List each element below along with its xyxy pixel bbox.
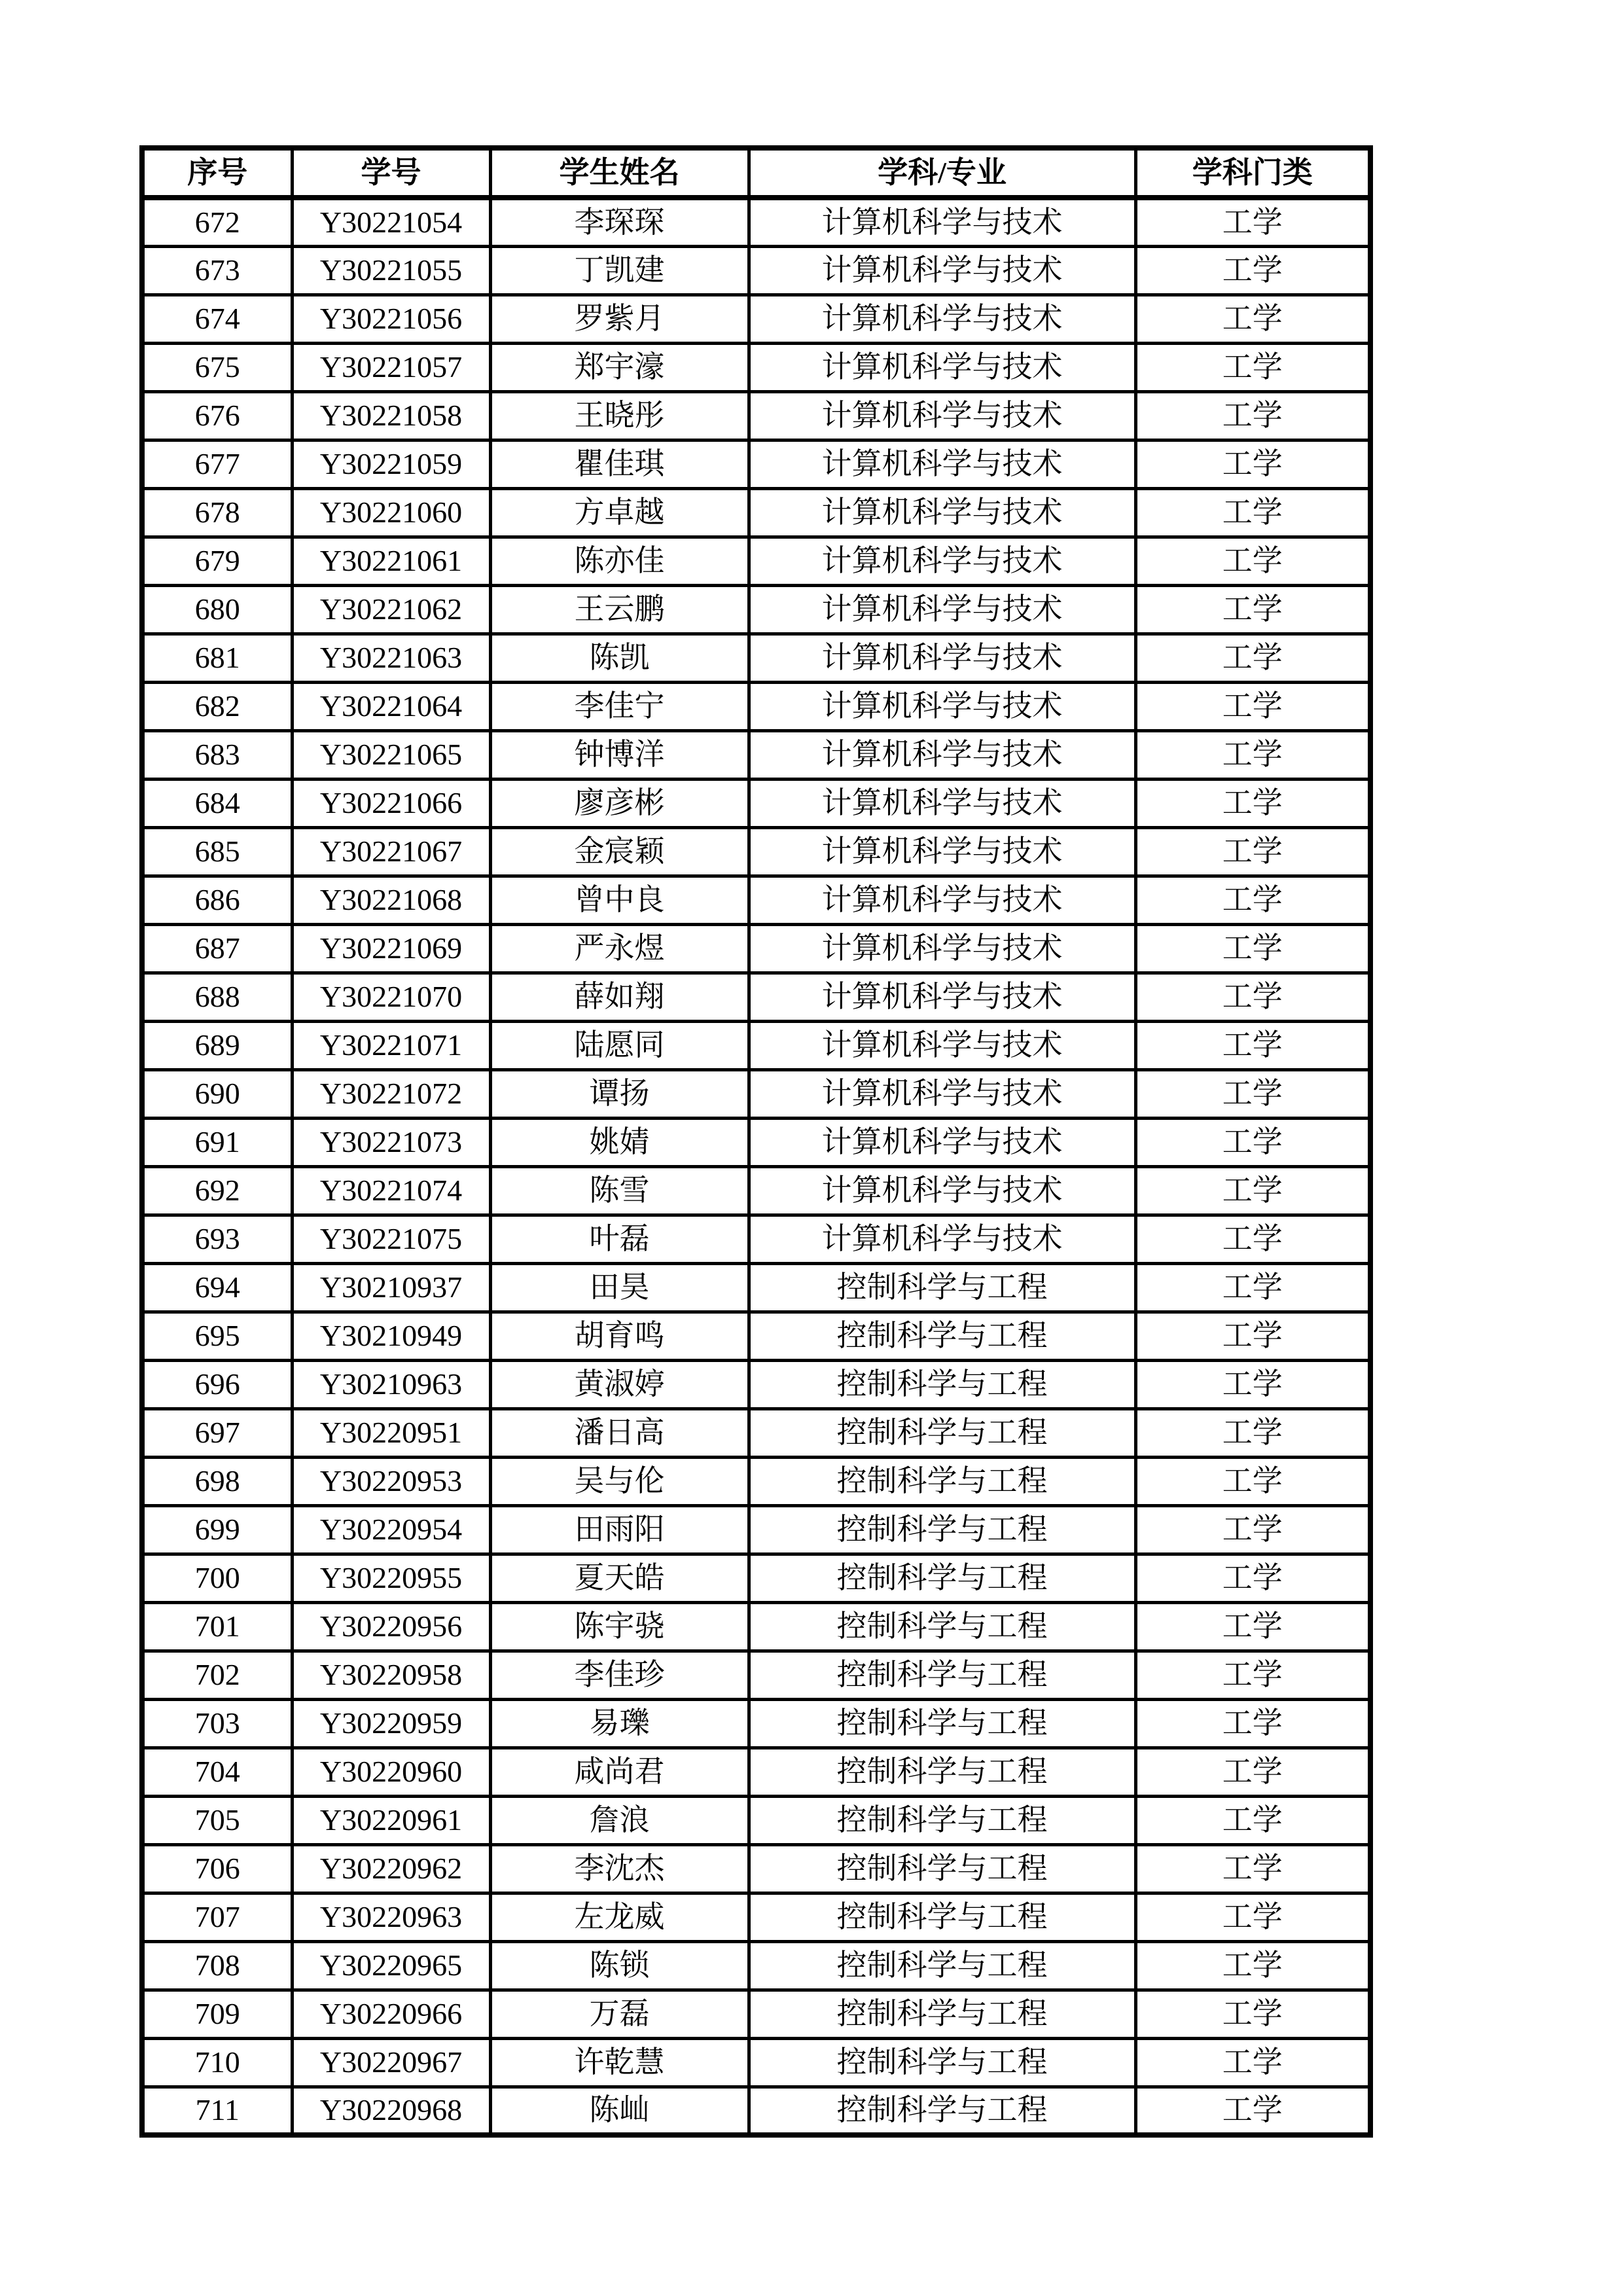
cell-major: 控制科学与工程: [749, 1263, 1135, 1312]
cell-major: 计算机科学与技术: [749, 682, 1135, 730]
cell-category: 工学: [1135, 1893, 1370, 1941]
cell-major: 控制科学与工程: [749, 1360, 1135, 1408]
cell-index: 694: [142, 1263, 292, 1312]
cell-major: 控制科学与工程: [749, 1796, 1135, 1844]
cell-student-name: 胡育鸣: [490, 1312, 749, 1360]
cell-major: 计算机科学与技术: [749, 634, 1135, 682]
cell-student-id: Y30221074: [292, 1166, 490, 1215]
cell-index: 685: [142, 827, 292, 876]
cell-category: 工学: [1135, 1844, 1370, 1893]
cell-major: 计算机科学与技术: [749, 1166, 1135, 1215]
cell-category: 工学: [1135, 1360, 1370, 1408]
cell-major: 控制科学与工程: [749, 1457, 1135, 1505]
header-cell-index: 序号: [142, 148, 292, 198]
cell-index: 702: [142, 1651, 292, 1699]
table-row: [142, 198, 1370, 246]
cell-student-name: 方卓越: [490, 488, 749, 537]
cell-student-id: Y30221065: [292, 730, 490, 779]
cell-major: 控制科学与工程: [749, 2087, 1135, 2135]
cell-category: 工学: [1135, 1069, 1370, 1118]
cell-student-name: 谭扬: [490, 1069, 749, 1118]
cell-category: 工学: [1135, 1554, 1370, 1602]
cell-student-id: Y30221075: [292, 1215, 490, 1263]
cell-category: 工学: [1135, 440, 1370, 488]
cell-student-id: Y30221066: [292, 779, 490, 827]
cell-category: 工学: [1135, 1748, 1370, 1796]
cell-index: 680: [142, 585, 292, 634]
cell-student-name: 田雨阳: [490, 1505, 749, 1554]
cell-major: 控制科学与工程: [749, 1651, 1135, 1699]
cell-student-id: Y30221060: [292, 488, 490, 537]
cell-index: 706: [142, 1844, 292, 1893]
cell-category: 工学: [1135, 1602, 1370, 1651]
cell-index: 683: [142, 730, 292, 779]
cell-major: 计算机科学与技术: [749, 779, 1135, 827]
cell-student-id: Y30221058: [292, 391, 490, 440]
cell-student-id: Y30221055: [292, 246, 490, 295]
cell-category: 工学: [1135, 2038, 1370, 2087]
cell-category: 工学: [1135, 1021, 1370, 1069]
cell-index: 675: [142, 343, 292, 391]
cell-student-id: Y30210937: [292, 1263, 490, 1312]
header-cell-student-id: 学号: [292, 148, 490, 198]
cell-index: 704: [142, 1748, 292, 1796]
cell-student-id: Y30221067: [292, 827, 490, 876]
cell-category: 工学: [1135, 730, 1370, 779]
cell-major: 控制科学与工程: [749, 1941, 1135, 1990]
cell-student-name: 陈屾: [490, 2087, 749, 2135]
cell-student-name: 廖彦彬: [490, 779, 749, 827]
cell-student-id: Y30221073: [292, 1118, 490, 1166]
cell-student-id: Y30221059: [292, 440, 490, 488]
cell-student-name: 潘日高: [490, 1408, 749, 1457]
table-body: [142, 198, 1370, 2135]
table-row: [142, 440, 1370, 488]
cell-student-name: 陆愿同: [490, 1021, 749, 1069]
cell-category: 工学: [1135, 876, 1370, 924]
table-row: [142, 1699, 1370, 1748]
cell-category: 工学: [1135, 1796, 1370, 1844]
table-row: [142, 1263, 1370, 1312]
cell-student-name: 黄淑婷: [490, 1360, 749, 1408]
cell-student-id: Y30220953: [292, 1457, 490, 1505]
cell-index: 687: [142, 924, 292, 973]
cell-student-name: 夏天皓: [490, 1554, 749, 1602]
header-cell-category: 学科门类: [1135, 148, 1370, 198]
table-row: [142, 1796, 1370, 1844]
cell-index: 696: [142, 1360, 292, 1408]
cell-student-name: 李佳宁: [490, 682, 749, 730]
table-row: [142, 343, 1370, 391]
cell-major: 控制科学与工程: [749, 1602, 1135, 1651]
cell-index: 682: [142, 682, 292, 730]
cell-category: 工学: [1135, 198, 1370, 246]
cell-category: 工学: [1135, 779, 1370, 827]
table-row: [142, 488, 1370, 537]
cell-student-id: Y30221054: [292, 198, 490, 246]
header-cell-major: 学科/专业: [749, 148, 1135, 198]
cell-category: 工学: [1135, 973, 1370, 1021]
cell-category: 工学: [1135, 682, 1370, 730]
cell-category: 工学: [1135, 1505, 1370, 1554]
cell-index: 678: [142, 488, 292, 537]
cell-student-id: Y30221062: [292, 585, 490, 634]
cell-student-id: Y30221072: [292, 1069, 490, 1118]
cell-index: 674: [142, 295, 292, 343]
cell-index: 676: [142, 391, 292, 440]
cell-major: 计算机科学与技术: [749, 924, 1135, 973]
cell-index: 707: [142, 1893, 292, 1941]
header-row: [142, 148, 1370, 198]
table-row: [142, 1118, 1370, 1166]
cell-student-id: Y30220966: [292, 1990, 490, 2038]
cell-student-name: 曾中良: [490, 876, 749, 924]
cell-category: 工学: [1135, 1941, 1370, 1990]
cell-index: 705: [142, 1796, 292, 1844]
cell-major: 计算机科学与技术: [749, 585, 1135, 634]
table-row: [142, 1651, 1370, 1699]
cell-student-name: 许乾慧: [490, 2038, 749, 2087]
cell-major: 控制科学与工程: [749, 1990, 1135, 2038]
cell-index: 697: [142, 1408, 292, 1457]
cell-student-id: Y30221063: [292, 634, 490, 682]
cell-student-name: 姚婧: [490, 1118, 749, 1166]
cell-student-id: Y30220962: [292, 1844, 490, 1893]
cell-index: 689: [142, 1021, 292, 1069]
cell-major: 计算机科学与技术: [749, 343, 1135, 391]
cell-index: 679: [142, 537, 292, 585]
table-row: [142, 779, 1370, 827]
cell-index: 703: [142, 1699, 292, 1748]
cell-student-name: 陈锁: [490, 1941, 749, 1990]
cell-student-id: Y30221070: [292, 973, 490, 1021]
cell-student-name: 左龙威: [490, 1893, 749, 1941]
cell-student-name: 钟博洋: [490, 730, 749, 779]
cell-student-id: Y30220951: [292, 1408, 490, 1457]
cell-student-name: 田昊: [490, 1263, 749, 1312]
cell-index: 691: [142, 1118, 292, 1166]
table-row: [142, 1893, 1370, 1941]
cell-student-id: Y30220955: [292, 1554, 490, 1602]
cell-student-name: 瞿佳琪: [490, 440, 749, 488]
cell-major: 控制科学与工程: [749, 1554, 1135, 1602]
table-row: [142, 1748, 1370, 1796]
cell-student-id: Y30221064: [292, 682, 490, 730]
cell-category: 工学: [1135, 1990, 1370, 2038]
cell-student-name: 詹浪: [490, 1796, 749, 1844]
cell-index: 673: [142, 246, 292, 295]
table-row: [142, 1408, 1370, 1457]
cell-index: 701: [142, 1602, 292, 1651]
cell-student-name: 丁凯建: [490, 246, 749, 295]
table-row: [142, 391, 1370, 440]
table-row: [142, 1844, 1370, 1893]
cell-major: 计算机科学与技术: [749, 295, 1135, 343]
cell-student-name: 叶磊: [490, 1215, 749, 1263]
cell-student-name: 易瓅: [490, 1699, 749, 1748]
cell-major: 计算机科学与技术: [749, 537, 1135, 585]
cell-student-id: Y30221057: [292, 343, 490, 391]
cell-student-id: Y30220960: [292, 1748, 490, 1796]
cell-major: 计算机科学与技术: [749, 876, 1135, 924]
cell-student-name: 咸尚君: [490, 1748, 749, 1796]
cell-index: 698: [142, 1457, 292, 1505]
cell-category: 工学: [1135, 246, 1370, 295]
header-cell-student-name: 学生姓名: [490, 148, 749, 198]
cell-student-id: Y30221056: [292, 295, 490, 343]
table-row: [142, 2087, 1370, 2135]
cell-category: 工学: [1135, 2087, 1370, 2135]
table-row: [142, 827, 1370, 876]
cell-index: 688: [142, 973, 292, 1021]
cell-student-id: Y30220961: [292, 1796, 490, 1844]
cell-major: 计算机科学与技术: [749, 391, 1135, 440]
table-row: [142, 1360, 1370, 1408]
cell-major: 控制科学与工程: [749, 1312, 1135, 1360]
cell-student-id: Y30220965: [292, 1941, 490, 1990]
cell-student-name: 王云鹏: [490, 585, 749, 634]
cell-student-name: 薛如翔: [490, 973, 749, 1021]
table-row: [142, 295, 1370, 343]
cell-student-id: Y30220959: [292, 1699, 490, 1748]
cell-index: 711: [142, 2087, 292, 2135]
cell-index: 686: [142, 876, 292, 924]
table-row: [142, 924, 1370, 973]
cell-index: 677: [142, 440, 292, 488]
table-row: [142, 1941, 1370, 1990]
cell-student-id: Y30220956: [292, 1602, 490, 1651]
table-row: [142, 1069, 1370, 1118]
table-row: [142, 1457, 1370, 1505]
table-row: [142, 1554, 1370, 1602]
cell-index: 710: [142, 2038, 292, 2087]
cell-major: 计算机科学与技术: [749, 440, 1135, 488]
table-row: [142, 1990, 1370, 2038]
cell-student-id: Y30210963: [292, 1360, 490, 1408]
cell-category: 工学: [1135, 827, 1370, 876]
table-row: [142, 634, 1370, 682]
cell-category: 工学: [1135, 488, 1370, 537]
cell-index: 692: [142, 1166, 292, 1215]
cell-category: 工学: [1135, 1263, 1370, 1312]
cell-category: 工学: [1135, 1457, 1370, 1505]
cell-student-name: 陈雪: [490, 1166, 749, 1215]
cell-student-name: 罗紫月: [490, 295, 749, 343]
table-row: [142, 1215, 1370, 1263]
cell-category: 工学: [1135, 295, 1370, 343]
cell-category: 工学: [1135, 634, 1370, 682]
cell-student-id: Y30221069: [292, 924, 490, 973]
cell-category: 工学: [1135, 1215, 1370, 1263]
table-row: [142, 973, 1370, 1021]
cell-major: 计算机科学与技术: [749, 246, 1135, 295]
cell-index: 690: [142, 1069, 292, 1118]
cell-student-id: Y30221068: [292, 876, 490, 924]
cell-major: 计算机科学与技术: [749, 827, 1135, 876]
table-row: [142, 246, 1370, 295]
table-row: [142, 1602, 1370, 1651]
cell-student-id: Y30220967: [292, 2038, 490, 2087]
cell-index: 699: [142, 1505, 292, 1554]
cell-major: 计算机科学与技术: [749, 198, 1135, 246]
table-row: [142, 1312, 1370, 1360]
cell-index: 693: [142, 1215, 292, 1263]
table-row: [142, 730, 1370, 779]
table-row: [142, 1021, 1370, 1069]
cell-student-id: Y30220954: [292, 1505, 490, 1554]
cell-index: 700: [142, 1554, 292, 1602]
cell-student-id: Y30221071: [292, 1021, 490, 1069]
cell-student-name: 李佳珍: [490, 1651, 749, 1699]
cell-major: 计算机科学与技术: [749, 1118, 1135, 1166]
cell-index: 695: [142, 1312, 292, 1360]
table-row: [142, 537, 1370, 585]
cell-student-id: Y30221061: [292, 537, 490, 585]
cell-category: 工学: [1135, 537, 1370, 585]
cell-major: 计算机科学与技术: [749, 488, 1135, 537]
cell-category: 工学: [1135, 1699, 1370, 1748]
cell-major: 控制科学与工程: [749, 1408, 1135, 1457]
cell-major: 计算机科学与技术: [749, 1021, 1135, 1069]
cell-major: 计算机科学与技术: [749, 1215, 1135, 1263]
cell-student-name: 万磊: [490, 1990, 749, 2038]
table-row: [142, 1505, 1370, 1554]
cell-category: 工学: [1135, 343, 1370, 391]
cell-student-name: 王晓彤: [490, 391, 749, 440]
cell-student-id: Y30210949: [292, 1312, 490, 1360]
table-row: [142, 1166, 1370, 1215]
cell-student-id: Y30220963: [292, 1893, 490, 1941]
table-row: [142, 2038, 1370, 2087]
cell-student-name: 吴与伦: [490, 1457, 749, 1505]
cell-student-name: 陈宇骁: [490, 1602, 749, 1651]
cell-major: 计算机科学与技术: [749, 730, 1135, 779]
cell-student-name: 陈亦佳: [490, 537, 749, 585]
cell-student-name: 郑宇濠: [490, 343, 749, 391]
cell-major: 控制科学与工程: [749, 1699, 1135, 1748]
cell-category: 工学: [1135, 391, 1370, 440]
cell-major: 计算机科学与技术: [749, 973, 1135, 1021]
cell-category: 工学: [1135, 1166, 1370, 1215]
cell-index: 684: [142, 779, 292, 827]
cell-index: 709: [142, 1990, 292, 2038]
cell-index: 681: [142, 634, 292, 682]
cell-index: 708: [142, 1941, 292, 1990]
cell-student-name: 陈凯: [490, 634, 749, 682]
cell-major: 控制科学与工程: [749, 1893, 1135, 1941]
cell-category: 工学: [1135, 1651, 1370, 1699]
cell-major: 计算机科学与技术: [749, 1069, 1135, 1118]
cell-category: 工学: [1135, 1408, 1370, 1457]
cell-major: 控制科学与工程: [749, 1505, 1135, 1554]
cell-student-name: 严永煜: [490, 924, 749, 973]
cell-category: 工学: [1135, 1118, 1370, 1166]
cell-category: 工学: [1135, 924, 1370, 973]
cell-major: 控制科学与工程: [749, 1748, 1135, 1796]
table-row: [142, 682, 1370, 730]
cell-student-name: 李琛琛: [490, 198, 749, 246]
student-roster-table: [139, 145, 1373, 2138]
cell-major: 控制科学与工程: [749, 1844, 1135, 1893]
cell-student-name: 金宸颖: [490, 827, 749, 876]
cell-category: 工学: [1135, 585, 1370, 634]
cell-category: 工学: [1135, 1312, 1370, 1360]
cell-student-id: Y30220968: [292, 2087, 490, 2135]
cell-major: 控制科学与工程: [749, 2038, 1135, 2087]
cell-student-id: Y30220958: [292, 1651, 490, 1699]
cell-index: 672: [142, 198, 292, 246]
table-row: [142, 876, 1370, 924]
cell-student-name: 李沈杰: [490, 1844, 749, 1893]
table-row: [142, 585, 1370, 634]
